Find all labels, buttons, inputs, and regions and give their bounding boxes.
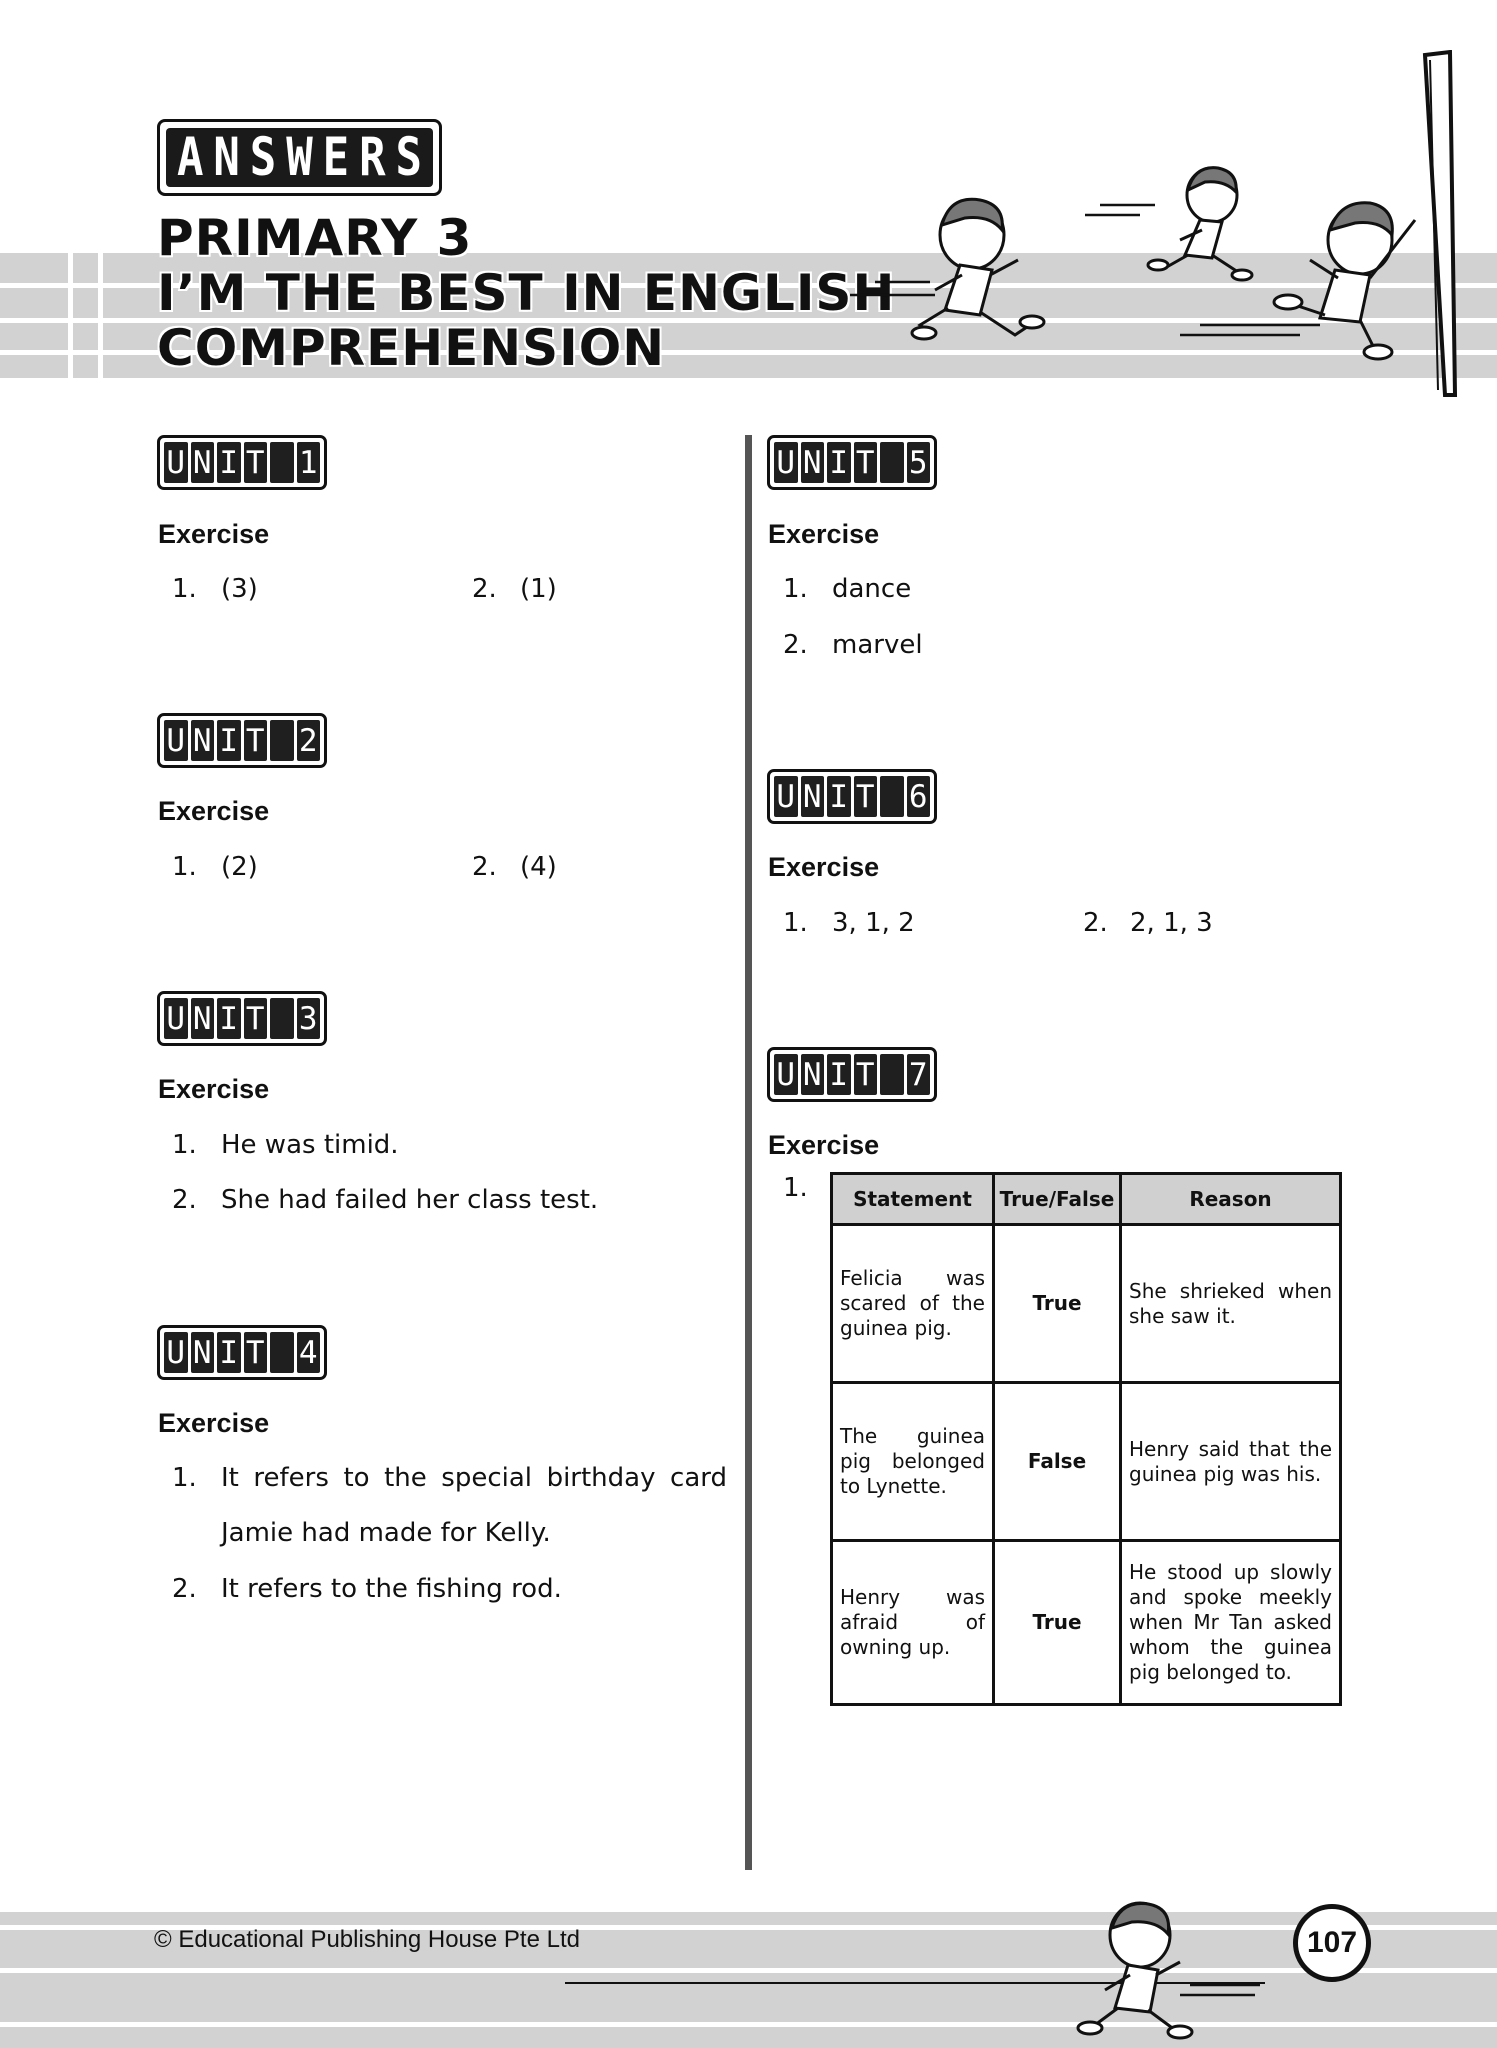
answer-text: 3, 1, 2: [832, 908, 915, 938]
badge-letter: W: [286, 126, 313, 189]
answer-text: (2): [221, 852, 258, 882]
badge-letter: I: [217, 1332, 241, 1373]
badge-blank: [880, 776, 904, 817]
table-header-reason: Reason: [1121, 1174, 1341, 1225]
badge-letter: N: [191, 720, 215, 761]
header-band-divider: [98, 253, 103, 378]
header-band-divider: [68, 253, 73, 378]
badge-letter: N: [213, 126, 240, 189]
exercise-heading: Exercise: [158, 1408, 270, 1438]
badge-letter: N: [191, 1332, 215, 1373]
true-false-cell: False: [994, 1383, 1121, 1541]
answer-number: 2.: [1083, 908, 1108, 938]
answer-number: 1.: [172, 1463, 197, 1493]
answer-number: 1.: [172, 852, 197, 882]
exercise-heading: Exercise: [768, 852, 880, 882]
badge-letter: T: [244, 720, 268, 761]
unit-3-badge: [157, 991, 327, 1046]
badge-blank: [270, 442, 294, 483]
answer-text: 2, 1, 3: [1130, 908, 1213, 938]
badge-number: 1: [297, 442, 321, 483]
page-title-line-2: I’M THE BEST IN ENGLISH: [157, 264, 896, 322]
true-false-cell: True: [994, 1225, 1121, 1383]
badge-letter: N: [801, 776, 825, 817]
badge-blank: [270, 998, 294, 1039]
table-header-true-false: True/False: [994, 1174, 1121, 1225]
unit-5-badge: [767, 435, 937, 490]
badge-letter: U: [774, 442, 798, 483]
exercise-heading: Exercise: [768, 519, 880, 549]
badge-letter: U: [774, 776, 798, 817]
badge-letter: S: [249, 126, 277, 189]
table-row: [832, 1541, 1341, 1705]
table-header-row: [832, 1174, 1341, 1225]
badge-letter: U: [164, 720, 188, 761]
answer-text: She had failed her class test.: [221, 1185, 599, 1215]
answer-number: 1.: [172, 574, 197, 604]
badge-number: 5: [907, 442, 931, 483]
answer-number: 1.: [172, 1130, 197, 1160]
reason-cell: Henry said that the guinea pig was his.: [1121, 1383, 1341, 1541]
badge-number: 4: [297, 1332, 321, 1373]
badge-blank: [270, 1332, 294, 1373]
true-false-table: [830, 1172, 1342, 1706]
badge-letter: T: [244, 998, 268, 1039]
badge-letter: U: [164, 1332, 188, 1373]
answer-number: 2.: [472, 574, 497, 604]
badge-letter: U: [164, 442, 188, 483]
badge-letter: U: [164, 998, 188, 1039]
answer-text: dance: [832, 574, 912, 604]
reason-cell: She shrieked when she saw it.: [1121, 1225, 1341, 1383]
badge-letter: T: [244, 1332, 268, 1373]
reason-cell: He stood up slowly and spoke meekly when Mr Tan asked whom the guinea pig belonged to.: [1121, 1541, 1341, 1705]
badge-letter: N: [191, 998, 215, 1039]
badge-letter: I: [827, 1054, 851, 1095]
answer-text-continued: Jamie had made for Kelly.: [221, 1518, 551, 1548]
table-row: [832, 1225, 1341, 1383]
answer-text: (3): [221, 574, 258, 604]
badge-blank: [270, 720, 294, 761]
answer-text: It refers to the special birthday card: [221, 1463, 727, 1493]
page-title-line-3: COMPREHENSION: [157, 319, 666, 377]
badge-letter: S: [395, 126, 422, 189]
answer-text: (4): [520, 852, 557, 882]
running-child-footer-illustration: [1050, 1890, 1270, 2040]
badge-letter: T: [854, 1054, 878, 1095]
badge-letter: E: [322, 126, 350, 189]
badge-blank: [880, 1054, 904, 1095]
badge-number: 6: [907, 776, 931, 817]
badge-letter: T: [854, 776, 878, 817]
badge-letter: I: [217, 998, 241, 1039]
exercise-heading: Exercise: [158, 1074, 270, 1104]
running-children-illustration: [840, 50, 1480, 400]
badge-letter: A: [176, 126, 204, 189]
badge-number: 3: [297, 998, 321, 1039]
badge-letter: N: [191, 442, 215, 483]
badge-letter: I: [827, 776, 851, 817]
badge-letter: T: [854, 442, 878, 483]
unit-2-badge: [157, 713, 327, 768]
badge-blank: [880, 442, 904, 483]
answer-number: 2.: [172, 1574, 197, 1604]
unit-1-badge: [157, 435, 327, 490]
exercise-heading: Exercise: [768, 1130, 880, 1160]
answer-number: 1.: [783, 1173, 808, 1203]
badge-letter: T: [244, 442, 268, 483]
page-title-line-1: PRIMARY 3: [157, 209, 473, 267]
answer-text: marvel: [832, 630, 923, 660]
true-false-cell: True: [994, 1541, 1121, 1705]
badge-number: 7: [907, 1054, 931, 1095]
statement-cell: Henry was afraid of owning up.: [832, 1541, 994, 1705]
badge-letter: I: [827, 442, 851, 483]
answer-number: 1.: [783, 908, 808, 938]
exercise-heading: Exercise: [158, 796, 270, 826]
footer-band-stripe: [0, 1968, 1497, 1973]
badge-letter: N: [801, 1054, 825, 1095]
copyright-text: © Educational Publishing House Pte Ltd: [154, 1926, 580, 1953]
badge-letter: I: [217, 442, 241, 483]
answer-number: 2.: [472, 852, 497, 882]
statement-cell: The guinea pig belonged to Lynette.: [832, 1383, 994, 1541]
badge-letter: R: [359, 126, 386, 189]
answer-number: 1.: [783, 574, 808, 604]
answers-badge: [157, 119, 442, 196]
unit-6-badge: [767, 769, 937, 824]
statement-cell: Felicia was scared of the guinea pig.: [832, 1225, 994, 1383]
table-row: [832, 1383, 1341, 1541]
answer-text: It refers to the fishing rod.: [221, 1574, 562, 1604]
badge-letter: I: [217, 720, 241, 761]
exercise-heading: Exercise: [158, 519, 270, 549]
page-number: 107: [1293, 1904, 1371, 1982]
column-divider: [745, 435, 752, 1870]
unit-7-badge: [767, 1047, 937, 1102]
unit-4-badge: [157, 1325, 327, 1380]
answer-number: 2.: [172, 1185, 197, 1215]
footer-band-stripe: [0, 2022, 1497, 2027]
badge-number: 2: [297, 720, 321, 761]
answer-text: He was timid.: [221, 1130, 399, 1160]
answer-text: (1): [520, 574, 557, 604]
badge-letter: N: [801, 442, 825, 483]
table-header-statement: Statement: [832, 1174, 994, 1225]
badge-letter: U: [774, 1054, 798, 1095]
answer-number: 2.: [783, 630, 808, 660]
